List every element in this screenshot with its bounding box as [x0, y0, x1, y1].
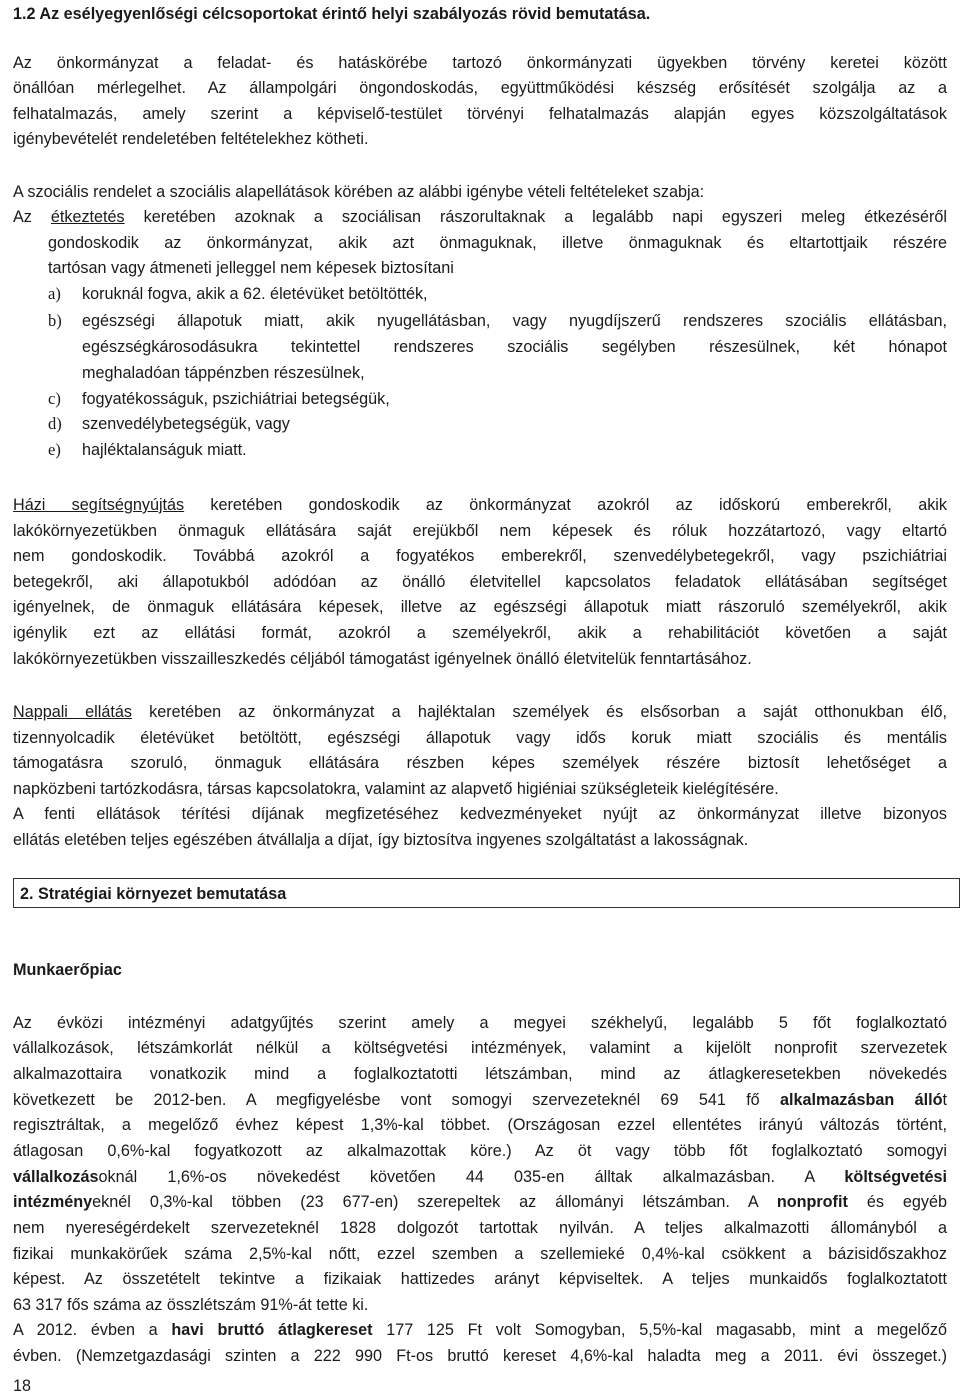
labour-line: alkalmazottaira vonatkozik mind a foglalkoztatotti létszámban, mind az átlagkeresetekben növekedés [13, 1065, 947, 1083]
home-help-line: lakókörnyezetükben önmaguk ellátására saját erejükből nem képesek és róluk hozzátartozó, vagy eltartó [13, 522, 947, 540]
home-help-term: Házi segítségnyújtás [13, 496, 185, 514]
labour-line: képest. Az összetételt tekintve a fizikaiak hattizedes arányt képviseltek. A teljes munkaidős foglalkoztatott [13, 1270, 947, 1288]
labour-line: nem nyereségérdekelt szervezeteknél 1828 dolgozót tartottak nyilván. A teljes alkalmazotti állományból a [13, 1219, 947, 1237]
intro-line: igénybevételét rendeletében feltételekhez kötheti. [13, 130, 369, 148]
home-help-line: igényelnek, de önmaguk ellátására képesek, illetve az egészségi állapotuk miatt rászoruló személyekről, akik [13, 598, 947, 616]
list-item: szenvedélybetegségük, vagy [82, 415, 290, 433]
day-care-line: támogatásra szoruló, önmaguk ellátására részben képes személyek részére biztosít lehetőséget a [13, 754, 947, 772]
day-care-line: tizennyolcadik életévüket betöltött, egészségi állapotuk vagy idős koruk miatt szociális és mentális [13, 729, 947, 747]
home-help-line: nem gondoskodik. Továbbá azokról a fogyatékos emberekről, szenvedélybetegekről, vagy pszichiátriai [13, 547, 947, 565]
section-heading-1-2: 1.2 Az esélyegyenlőségi célcsoportokat érintő helyi szabályozás rövid bemutatása. [13, 5, 651, 23]
list-item: meghaladóan táppénzben részesülnek, [82, 364, 365, 382]
day-care-line-1: Nappali ellátás keretében az önkormányzat a hajléktalan személyek és elsősorban a saját otthonukban élő, [13, 703, 947, 721]
list-item: egészségkárosodásukra tekintettel rendszeres szociális segélyben részesülnek, két hónapot [82, 338, 947, 356]
fee-line: ellátás eletében teljes egészében átvállalja a díjat, így biztosítva ingyenes szolgáltatást a lakosságnak. [13, 831, 749, 849]
fee-line: A fenti ellátások térítési díjának megfizetéséhez kedvezményeket nyújt az önkormányzat illetve bizonyos [13, 805, 947, 823]
section-heading-2-box [13, 878, 960, 908]
home-help-line: igénylik ezt az ellátási formát, azokról a személyekről, akik a rehabilitációt követően a saját [13, 624, 947, 642]
labour-line: vállalkozásoknál 1,6%-os növekedést követően 44 035-en álltak alkalmazásban. A költségvetési [13, 1168, 947, 1186]
intro-line: Az önkormányzat a feladat- és hatáskörébe tartozó önkormányzati ügyekben törvény keretei között [13, 54, 947, 72]
labour-line: következett be 2012-ben. A megfigyelésbe vont somogyi szervezeteknél 69 541 fő alkalmazásban állót [13, 1091, 947, 1109]
feeding-line-2: gondoskodik az önkormányzat, akik azt önmaguknak, illetve önmaguknak és eltartottjaik részére [48, 234, 947, 252]
list-marker: b) [48, 311, 62, 330]
day-care-line: napközbeni tartózkodásra, társas kapcsolatokra, valamint az alapvető higiéniai szükségleteik kielégítésére. [13, 780, 779, 798]
labour-line: regisztráltak, a megelőző évhez képest 1,3%-kal többet. (Országosan ezzel ellentétes irányú változás történt, [13, 1116, 947, 1134]
labour-line: intézményeknél 0,3%-kal többen (23 677-en) szerepeltek az állományi létszámban. A nonprofit és egyéb [13, 1193, 947, 1211]
day-care-term: Nappali ellátás [13, 703, 132, 721]
labour-line: A 2012. évben a havi bruttó átlagkereset 177 125 Ft volt Somogyban, 5,5%-kal magasabb, mint a megelőző [13, 1321, 947, 1339]
list-marker: d) [48, 414, 62, 433]
feeding-line-1: Az étkeztetés keretében azoknak a szociálisan rászorultaknak a legalább napi egyszeri meleg étkezéséről [13, 208, 947, 226]
labour-line: fizikai munkakörűek száma 2,5%-kal nőtt, ezzel szemben a szellemieké 0,4%-kal csökkent a bázisidőszakhoz [13, 1245, 947, 1263]
list-item: egészségi állapotuk miatt, akik nyugellátásban, vagy nyugdíjszerű rendszeres szociális ellátásban, [82, 312, 947, 330]
list-item: koruknál fogva, akik a 62. életévüket betöltötték, [82, 285, 428, 303]
labour-line: évben. (Nemzetgazdasági szinten a 222 990 Ft-os bruttó kereset 4,6%-kal haladta meg a 2011. évi összeget.) [13, 1347, 947, 1365]
list-marker: e) [48, 440, 61, 459]
page-number: 18 [13, 1377, 32, 1395]
list-marker: c) [48, 389, 61, 408]
list-item: fogyatékosságuk, pszichiátriai betegségük, [82, 390, 390, 408]
home-help-line: betegekről, aki állapotukból adódóan az önálló életvitellel kapcsolatos feladatok ellátásában segítséget [13, 573, 947, 591]
feeding-term: étkeztetés [50, 208, 125, 226]
home-help-line-1: Házi segítségnyújtás keretében gondoskodik az önkormányzat azokról az időskorú emberekről, akik [13, 496, 947, 514]
labour-line: 63 317 fős száma az összlétszám 91%-át tette ki. [13, 1296, 369, 1314]
social-intro: A szociális rendelet a szociális alapellátások körében az alábbi igénybe vételi feltételeket szabja: [13, 183, 705, 201]
intro-line: felhatalmazás, amely szerint a képviselő-testület törvényi felhatalmazás alapján egyes közszolgáltatások [13, 105, 947, 123]
section-heading-2: 2. Stratégiai környezet bemutatása [20, 885, 287, 903]
labour-heading: Munkaerőpiac [13, 961, 122, 979]
home-help-line: lakókörnyezetükben visszailleszkedés céljából támogatást igényelnek önálló életvitelük fenntartásához. [13, 650, 752, 668]
labour-line: vállalkozások, létszámkorlát nélkül a költségvetési intézmények, valamint a kijelölt nonprofit szervezetek [13, 1039, 947, 1057]
labour-line: Az évközi intézményi adatgyűjtés szerint amely a megyei székhelyű, legalább 5 főt foglalkoztató [13, 1014, 947, 1032]
list-marker: a) [48, 284, 61, 303]
labour-line: átlagosan 0,6%-kal fogyatkozott az alkalmazottak köre.) Az öt vagy több főt foglalkoztató somogyi [13, 1142, 947, 1160]
intro-line: önállóan mérlegelhet. Az állampolgári öngondoskodás, együttműködési készség erősítését szolgálja az a [13, 79, 947, 97]
list-item: hajléktalanságuk miatt. [82, 441, 247, 459]
feeding-line-3: tartósan vagy átmeneti jelleggel nem képesek biztosítani [48, 259, 454, 277]
